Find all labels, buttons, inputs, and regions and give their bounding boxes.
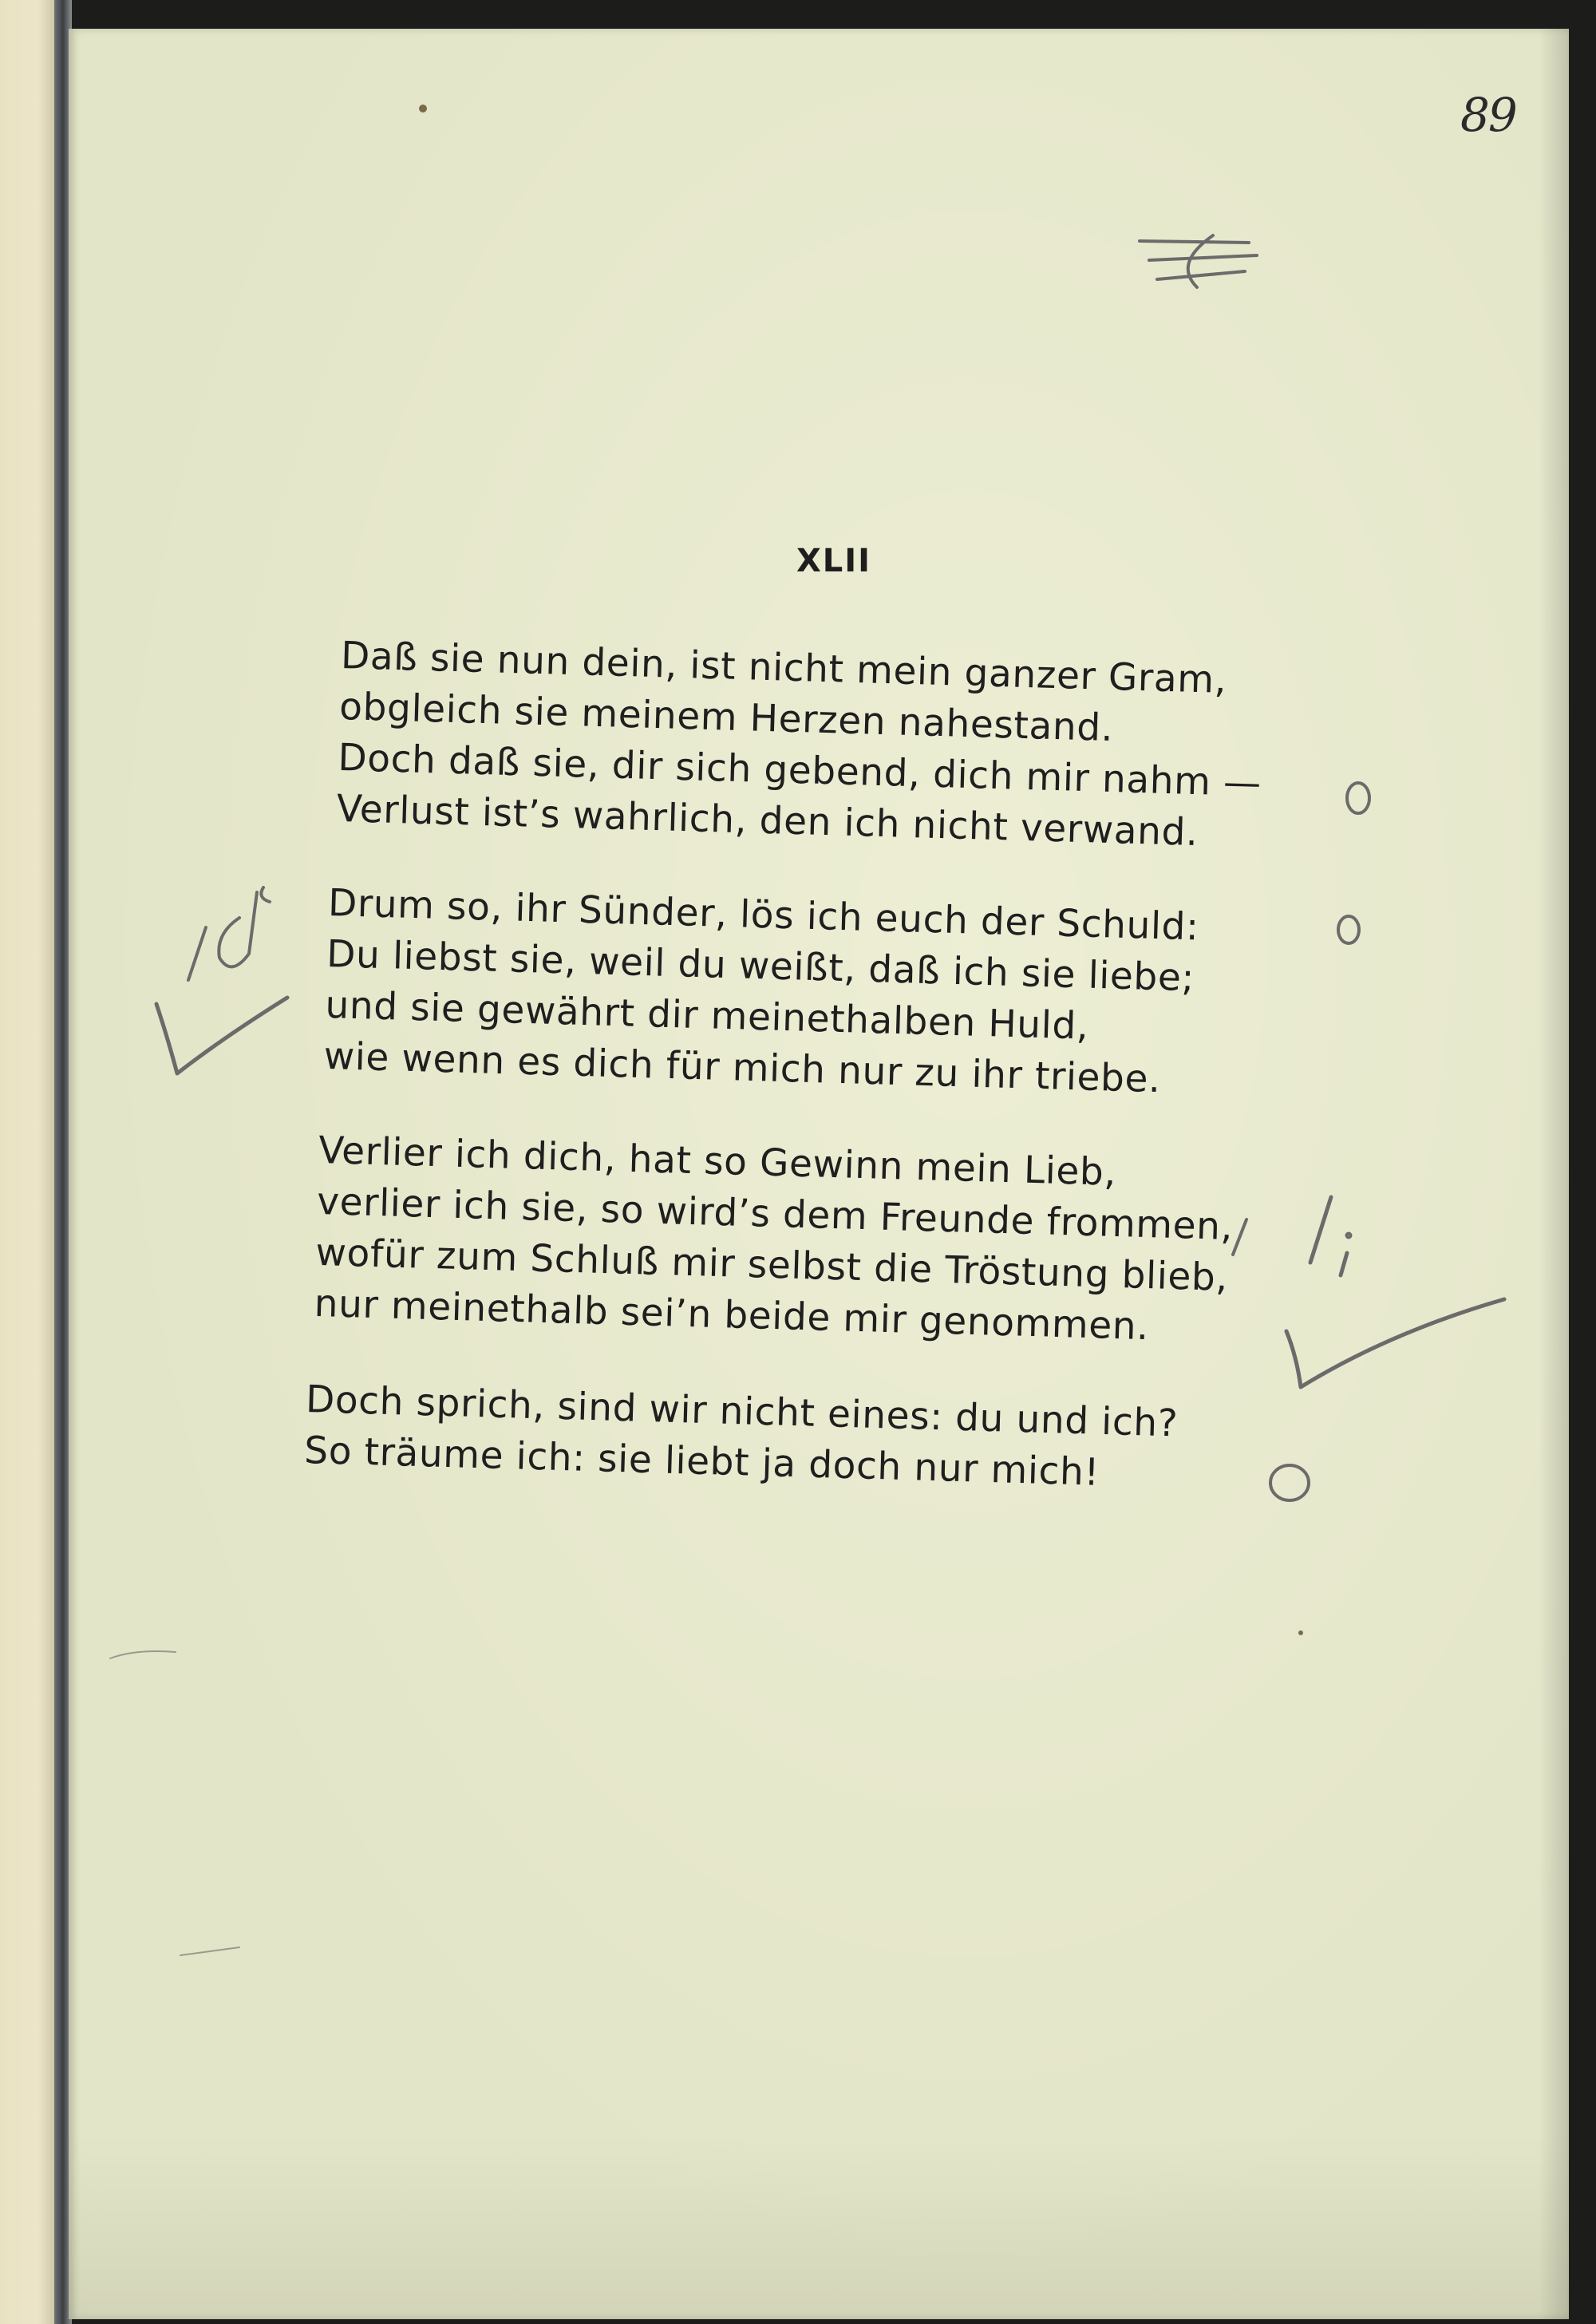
stanza-3 [314, 1125, 1235, 1355]
poem-line: Verlier ich dich, hat so Gewinn mein Lieb, [318, 1128, 1117, 1195]
poem-line: Doch sprich, sind wir nicht eines: du und ich? [305, 1377, 1179, 1446]
facing-page-edge [0, 0, 54, 2324]
poem-line: Daß sie nun dein, ist nicht mein ganzer Gram, [340, 633, 1227, 702]
poem-line: wofür zum Schluß mir selbst die Tröstung blieb, [314, 1230, 1229, 1300]
poem-line: Drum so, ihr Sünder, lös ich euch der Schuld: [327, 880, 1200, 950]
poem-line: Doch daß sie, dir sich gebend, dich mir nahm — [337, 735, 1262, 806]
poem-line: obgleich sie meinem Herzen nahestand. [338, 684, 1115, 751]
poem-line: Verlust ist’s wahrlich, den ich nicht verwand. [335, 786, 1199, 856]
stanza-1 [336, 630, 1265, 860]
poem-line: und sie gewährt dir meinethalben Huld, [324, 982, 1090, 1049]
poem-line: Du liebst sie, weil du weißt, daß ich sie liebe; [326, 931, 1195, 1001]
poem-line: So träume ich: sie liebt ja doch nur mich! [303, 1428, 1100, 1495]
poem-line: wie wenn es dich für mich nur zu ihr triebe. [322, 1034, 1162, 1102]
poem-title: XLII [796, 543, 872, 579]
poem-line: verlier ich sie, so wird’s dem Freunde frommen, [316, 1179, 1234, 1250]
page-shadow [1539, 29, 1569, 2319]
page-number: 89 [1460, 88, 1516, 142]
stanza-2 [323, 878, 1199, 1106]
poem-line: nur meinethalb sei’n beide mir genommen. [313, 1281, 1150, 1350]
